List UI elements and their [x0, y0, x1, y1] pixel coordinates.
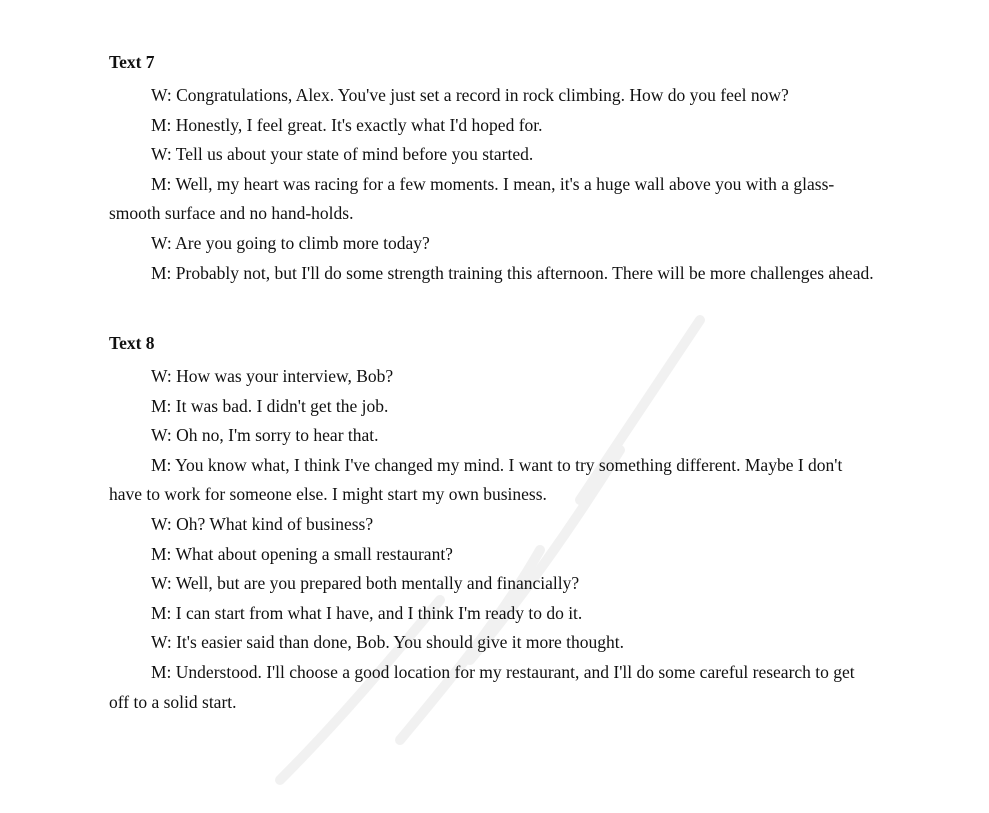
dialogue-line: M: Well, my heart was racing for a few moments. I mean, it's a huge wall above you with a glass-smooth surface and no hand-holds.: [109, 173, 835, 224]
dialogue-line: W: Tell us about your state of mind before you started.: [151, 144, 534, 165]
dialogue-line: M: Understood. I'll choose a good location for my restaurant, and I'll do some careful research to get off to a solid start.: [109, 661, 855, 712]
dialogue-line: W: Are you going to climb more today?: [151, 232, 430, 253]
dialogue-line: W: Well, but are you prepared both mentally and financially?: [151, 573, 580, 594]
dialogue-line: W: It's easier said than done, Bob. You should give it more thought.: [151, 632, 625, 653]
dialogue-line: M: Honestly, I feel great. It's exactly what I'd hoped for.: [151, 114, 543, 135]
dialogue-line: W: Congratulations, Alex. You've just set a record in rock climbing. How do you feel now?: [151, 85, 789, 105]
section-heading: Text 7: [109, 52, 155, 72]
dialogue-section-text-8: [109, 332, 879, 717]
dialogue-line: M: Probably not, but I'll do some strength training this afternoon. There will be more challenges ahead.: [151, 262, 874, 283]
dialogue-line: W: Oh no, I'm sorry to hear that.: [151, 425, 379, 446]
dialogue-section-text-7: [109, 51, 879, 288]
dialogue-line: W: Oh? What kind of business?: [151, 513, 374, 534]
dialogue-line: M: You know what, I think I've changed my mind. I want to try something different. Maybe I don't have to work for someone else. I might start my own business.: [109, 454, 843, 505]
dialogue-line: W: How was your interview, Bob?: [151, 366, 394, 386]
dialogue-line: M: I can start from what I have, and I think I'm ready to do it.: [151, 602, 583, 623]
dialogue-line: M: It was bad. I didn't get the job.: [151, 395, 389, 416]
section-heading: Text 8: [109, 333, 155, 353]
dialogue-line: M: What about opening a small restaurant?: [151, 543, 453, 564]
